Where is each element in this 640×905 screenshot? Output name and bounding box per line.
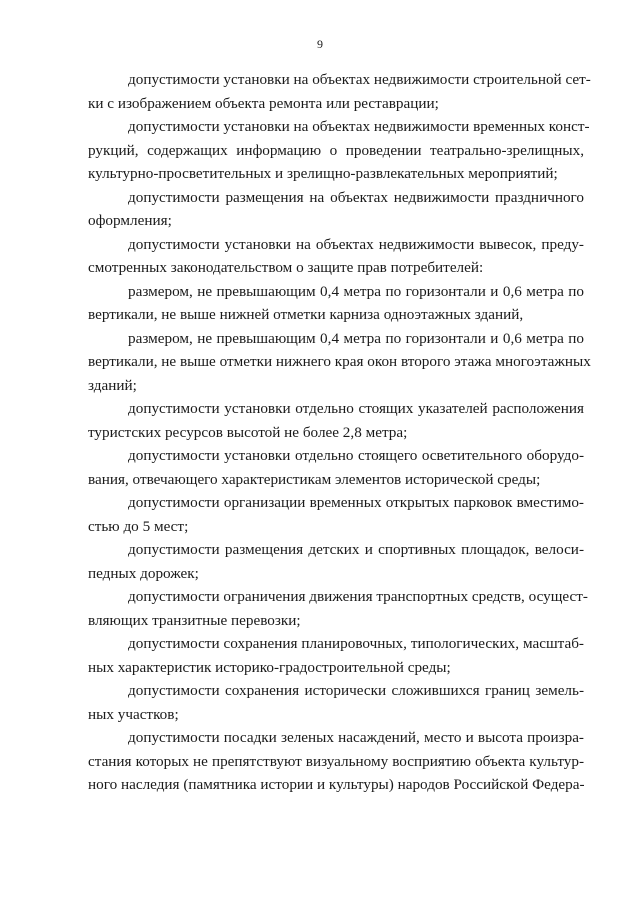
text-line: допустимости сохранения планировочных, типологических, масштаб- xyxy=(128,635,584,652)
text-line: смотренных законодательством о защите прав потребителей: xyxy=(88,259,484,276)
text-line: туристских ресурсов высотой не более 2,8 метра; xyxy=(88,423,408,441)
text-line: вертикали, не выше нижней отметки карниза одноэтажных зданий, xyxy=(88,306,524,323)
text-line: допустимости установки на объектах недвижимости строительной сет- xyxy=(128,71,591,88)
paragraph xyxy=(88,491,584,538)
text-line: допустимости размещения на объектах недвижимости праздничного xyxy=(128,188,584,206)
text-line: ного наследия (памятника истории и культуры) народов Российской Федера- xyxy=(88,776,585,793)
text-line: культурно-просветительных и зрелищно-развлекательных мероприятий; xyxy=(88,165,558,182)
text-line: педных дорожек; xyxy=(88,564,199,582)
text-line: допустимости установки на объектах недвижимости вывесок, преду- xyxy=(128,235,584,253)
text-line: оформления; xyxy=(88,212,172,229)
text-line: допустимости посадки зеленых насаждений, место и высота произра- xyxy=(128,729,584,746)
text-line: стания которых не препятствуют визуальному восприятию объекта культур- xyxy=(88,752,584,770)
text-line: вляющих транзитные перевозки; xyxy=(88,611,301,629)
text-line: зданий; xyxy=(88,376,137,394)
text-line: допустимости размещения детских и спортивных площадок, велоси- xyxy=(128,541,584,558)
paragraph xyxy=(88,186,584,233)
paragraph xyxy=(88,68,591,115)
page-number: 9 xyxy=(317,37,323,51)
text-line: размером, не превышающим 0,4 метра по горизонтали и 0,6 метра по xyxy=(128,282,584,300)
text-line: ных участков; xyxy=(88,705,179,723)
paragraph xyxy=(88,585,588,632)
paragraph xyxy=(88,327,591,398)
paragraph xyxy=(88,632,584,679)
document-body xyxy=(88,68,591,797)
text-line: ных характеристик историко-градостроительной среды; xyxy=(88,658,451,676)
text-line: допустимости сохранения исторически сложившихся границ земель- xyxy=(128,682,584,699)
text-line: вания, отвечающего характеристикам элементов исторической среды; xyxy=(88,470,541,488)
text-line: ки с изображением объекта ремонта или реставрации; xyxy=(88,94,439,112)
text-line: допустимости организации временных открытых парковок вместимо- xyxy=(128,494,584,511)
text-line: стью до 5 мест; xyxy=(88,517,189,535)
paragraph xyxy=(88,679,584,726)
text-line: вертикали, не выше отметки нижнего края окон второго этажа многоэтажных xyxy=(88,353,591,370)
text-line: размером, не превышающим 0,4 метра по горизонтали и 0,6 метра по xyxy=(128,329,584,347)
paragraph xyxy=(88,397,584,444)
paragraph xyxy=(88,444,584,491)
paragraph xyxy=(88,280,584,327)
text-line: допустимости установки отдельно стоящего осветительного оборудо- xyxy=(128,447,584,464)
text-line: допустимости ограничения движения транспортных средств, осущест- xyxy=(128,588,588,605)
paragraph xyxy=(88,115,590,186)
text-line: допустимости установки на объектах недвижимости временных конст- xyxy=(128,118,590,135)
text-line: допустимости установки отдельно стоящих указателей расположения xyxy=(128,400,584,417)
paragraph xyxy=(88,233,584,280)
text-line: рукций, содержащих информацию о проведении театрально-зрелищных, xyxy=(88,141,584,159)
paragraph xyxy=(88,538,584,585)
paragraph xyxy=(88,726,584,797)
